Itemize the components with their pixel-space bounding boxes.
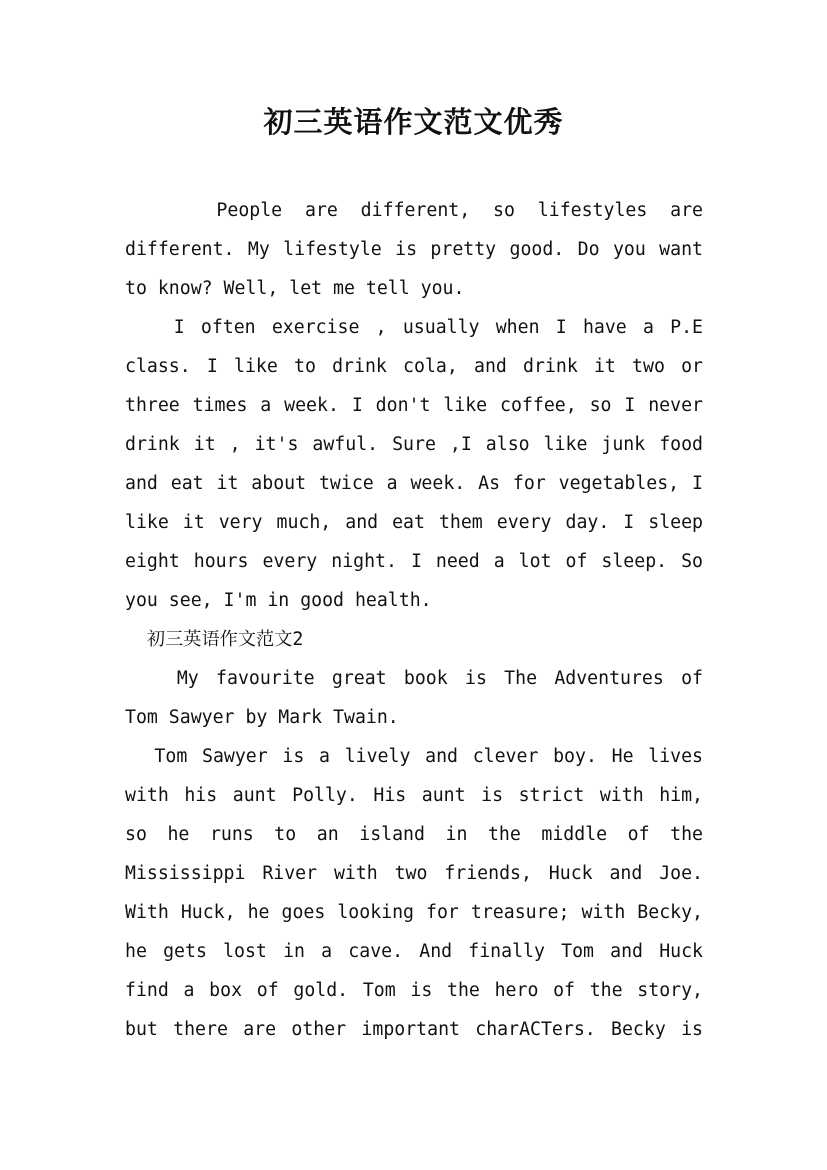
section-heading: 初三英语作文范文2: [125, 629, 304, 650]
text-line: like it very much, and eat them every day. I sleep: [125, 512, 703, 533]
text-line: and eat it about twice a week. As for vegetables, I: [125, 473, 703, 494]
text-line: My favourite great book is The Adventures of: [125, 668, 703, 689]
text-line: eight hours every night. I need a lot of sleep. So: [125, 551, 703, 572]
text-line: three times a week. I don't like coffee, so I never: [125, 395, 703, 416]
text-line: find a box of gold. Tom is the hero of the story,: [125, 980, 703, 1001]
text-line: Tom Sawyer is a lively and clever boy. He lives: [125, 746, 703, 767]
text-line: Mississippi River with two friends, Huck and Joe.: [125, 863, 703, 884]
text-line: to know? Well, let me tell you.: [125, 278, 465, 299]
text-line: he gets lost in a cave. And finally Tom and Huck: [125, 941, 703, 962]
text-line: with his aunt Polly. His aunt is strict with him,: [125, 785, 703, 806]
text-line: different. My lifestyle is pretty good. Do you want: [125, 239, 703, 260]
document-title: 初三英语作文范文优秀: [263, 105, 564, 139]
text-line: With Huck, he goes looking for treasure; with Becky,: [125, 902, 703, 923]
text-line: I often exercise , usually when I have a P.E: [125, 317, 703, 338]
text-line: but there are other important charACTers. Becky is: [125, 1019, 703, 1040]
text-line: People are different, so lifestyles are: [125, 200, 703, 221]
document-body: [125, 191, 703, 1049]
text-line: class. I like to drink cola, and drink it two or: [125, 356, 703, 377]
text-line: you see, I'm in good health.: [125, 590, 432, 611]
text-line: so he runs to an island in the middle of the: [125, 824, 703, 845]
text-line: drink it , it's awful. Sure ,I also like junk food: [125, 434, 703, 455]
text-line: Tom Sawyer by Mark Twain.: [125, 707, 399, 728]
